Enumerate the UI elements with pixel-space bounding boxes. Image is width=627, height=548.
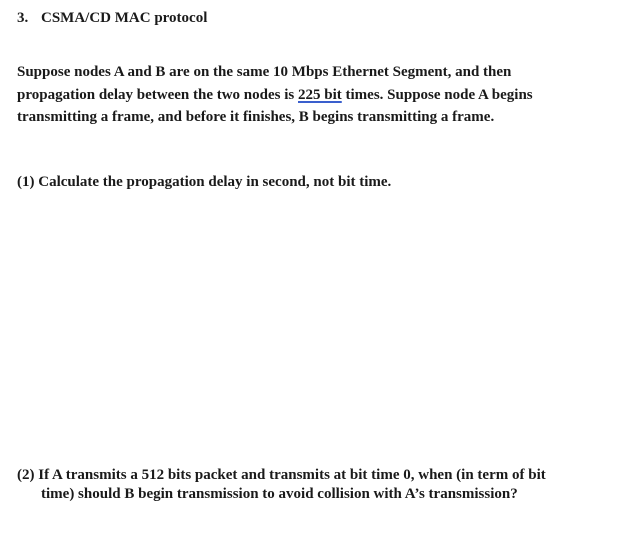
intro-line-1: Suppose nodes A and B are on the same 10 Mbps Ethernet Segment, and then: [17, 64, 512, 80]
intro-line-3: transmitting a frame, and before it finishes, B begins transmitting a frame.: [17, 109, 495, 125]
section-number: 3.: [17, 10, 29, 26]
intro-line-2-start: propagation delay between the two nodes is: [17, 86, 298, 103]
intro-line-2-end: times. Suppose node A begins: [341, 86, 533, 103]
question-2: [17, 466, 617, 504]
problem-intro-paragraph: [17, 61, 617, 129]
question-1: (1) Calculate the propagation delay in second, not bit time.: [17, 174, 392, 190]
question-2-line-2: time) should B begin transmission to avoid collision with A’s transmission?: [41, 486, 518, 502]
intro-line-2: [17, 84, 617, 107]
section-title: CSMA/CD MAC protocol: [41, 10, 208, 26]
question-2-line-1: (2) If A transmits a 512 bits packet and transmits at bit time 0, when (in term of bit: [17, 467, 546, 483]
section-heading: [17, 8, 207, 28]
underlined-bit-times: 225 bit: [298, 86, 342, 103]
